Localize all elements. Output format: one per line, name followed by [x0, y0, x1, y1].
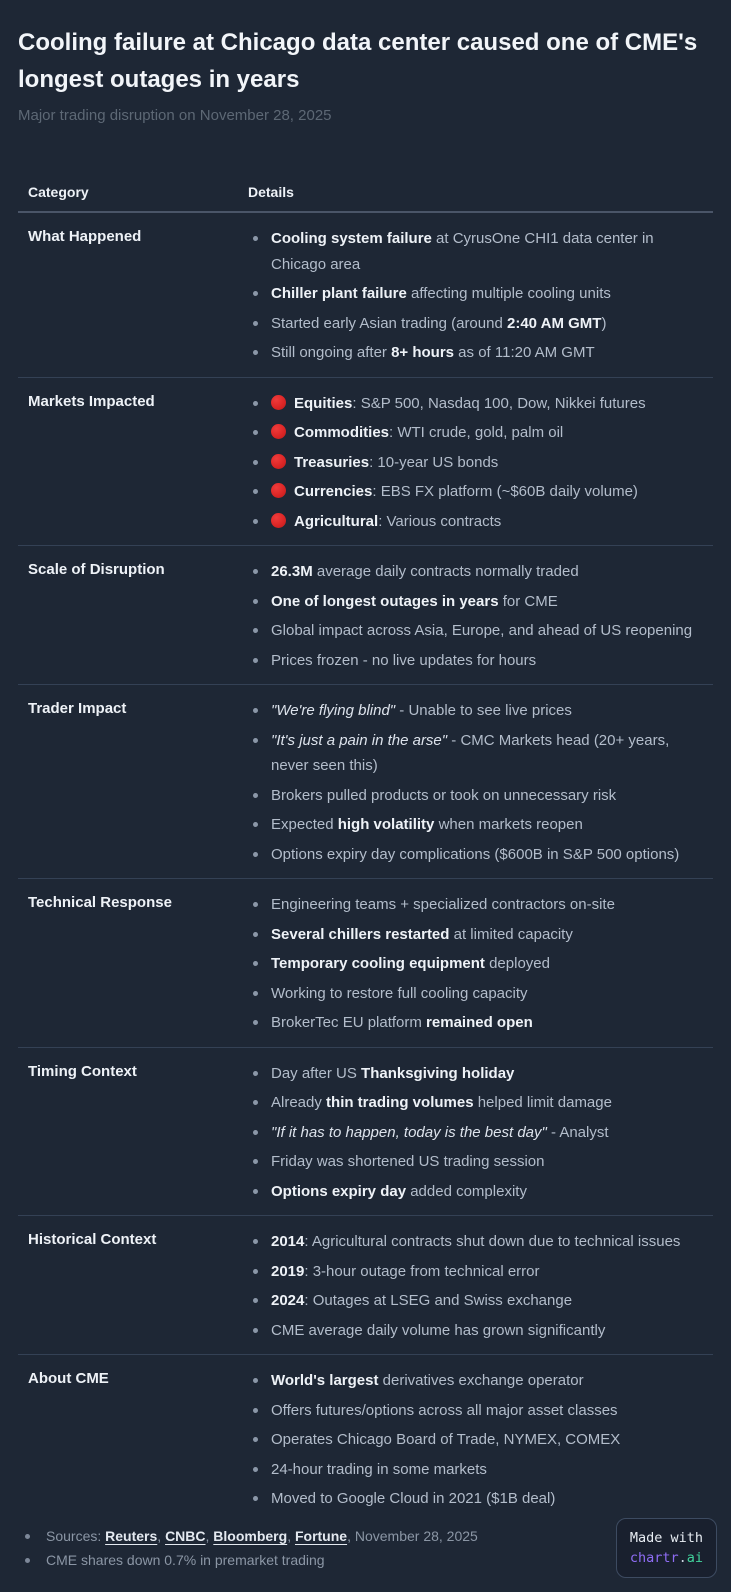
bullet-dot-icon — [253, 569, 258, 574]
bullet-dot-icon — [253, 401, 258, 406]
text-segment: derivatives exchange operator — [378, 1372, 584, 1389]
text-segment: affecting multiple cooling units — [406, 285, 611, 302]
text-segment: at CyrusOne CHI1 data center in Chicago area — [271, 230, 654, 273]
bullet-dot-icon — [253, 321, 258, 326]
text-segment: Day after US — [271, 1064, 362, 1082]
bullet-text — [271, 1486, 561, 1512]
text-segment: - Unable to see live prices — [395, 702, 572, 719]
bullet-dot-icon — [253, 430, 258, 435]
text-segment: Several chillers restarted — [271, 925, 450, 943]
text-segment: 2014 — [271, 1233, 305, 1250]
bullet-text — [271, 1149, 550, 1175]
bullet-dot-icon — [253, 961, 258, 966]
badge-brand-dot: . — [678, 1550, 687, 1566]
bullet-text — [271, 1090, 618, 1116]
bullet-text — [271, 698, 578, 724]
badge-made-with-label: Made with — [629, 1530, 703, 1546]
bullet-item — [248, 1179, 713, 1205]
table-row — [18, 879, 713, 1048]
bullet-text — [271, 1010, 539, 1036]
bullet-item — [248, 226, 713, 277]
bullet-text — [271, 1288, 578, 1314]
table-row — [18, 1355, 713, 1523]
bullet-item — [248, 589, 713, 615]
text-segment: : Various contracts — [378, 512, 502, 530]
bullet-item — [248, 479, 713, 505]
text-segment: Equities — [294, 394, 353, 412]
text-segment: World's largest — [271, 1372, 379, 1389]
bullet-text — [271, 450, 504, 476]
text-segment: for CME — [498, 592, 558, 610]
bullet-item — [248, 981, 713, 1007]
text-segment: , — [157, 1528, 166, 1544]
bullet-text — [271, 892, 621, 918]
text-segment: Already — [271, 1094, 327, 1111]
text-segment: Sources: — [46, 1528, 106, 1544]
bullet-text — [271, 922, 579, 948]
bullet-item — [248, 450, 713, 476]
column-header-category: Category — [28, 184, 89, 200]
bullet-text — [271, 311, 612, 337]
bullet-text — [271, 1318, 611, 1344]
bullet-item — [248, 1457, 713, 1483]
bullet-dot-icon — [253, 1100, 258, 1105]
bullet-dot-icon — [253, 708, 258, 713]
bullet-dot-icon — [253, 1269, 258, 1274]
text-segment: Prices frozen - no live updates for hours — [271, 651, 537, 669]
row-category-label: Markets Impacted — [28, 392, 155, 410]
bullet-dot-icon — [253, 628, 258, 633]
source-link[interactable]: Bloomberg — [213, 1528, 288, 1544]
row-category-label: Timing Context — [28, 1062, 137, 1080]
bullet-list — [248, 559, 713, 677]
bullet-dot-icon — [253, 1496, 258, 1501]
bullet-item — [248, 783, 713, 809]
bullet-text — [271, 1229, 686, 1255]
text-segment: Engineering teams + specialized contractors on-site — [271, 896, 615, 913]
text-segment: Options expiry day — [271, 1182, 407, 1200]
bullet-item — [248, 892, 713, 918]
bullet-item — [248, 1398, 713, 1424]
table-row — [18, 685, 713, 879]
text-segment: Friday was shortened US trading session — [271, 1153, 545, 1170]
bullet-item — [248, 1090, 713, 1116]
bullet-text — [271, 1120, 615, 1146]
bullet-dot-icon — [253, 793, 258, 798]
row-category-label: About CME — [28, 1370, 109, 1387]
bullet-item — [248, 311, 713, 337]
table-row — [18, 1216, 713, 1355]
text-segment: Expected — [271, 816, 338, 833]
text-segment: Moved to Google Cloud in 2021 ($1B deal) — [271, 1490, 556, 1507]
text-segment: Agricultural — [294, 512, 379, 530]
text-segment: remained open — [426, 1014, 533, 1031]
bullet-item — [248, 1229, 713, 1255]
badge-brand-tld: ai — [686, 1550, 703, 1566]
bullet-item — [248, 1259, 713, 1285]
bullet-text — [271, 618, 698, 644]
table-row — [18, 378, 713, 547]
bullet-text — [271, 281, 617, 307]
text-segment: added complexity — [406, 1182, 527, 1200]
text-segment: thin trading volumes — [326, 1094, 474, 1111]
bullet-item — [248, 922, 713, 948]
bullet-dot-icon — [253, 291, 258, 296]
bullet-list — [248, 1061, 713, 1209]
text-segment: , — [287, 1528, 295, 1544]
red-circle-icon — [271, 395, 286, 410]
table-row — [18, 1048, 713, 1217]
bullet-text — [271, 559, 585, 585]
bullet-dot-icon — [253, 1020, 258, 1025]
bullet-text — [271, 509, 507, 535]
sources-line — [18, 1526, 478, 1547]
red-circle-icon — [271, 424, 286, 439]
bullet-dot-icon — [253, 932, 258, 937]
bullet-text — [271, 728, 713, 779]
table-header-row — [18, 184, 713, 213]
bullet-text — [271, 340, 601, 366]
bullet-text — [271, 1179, 533, 1205]
text-segment: 2019 — [271, 1262, 305, 1280]
text-segment: 8+ hours — [391, 344, 455, 361]
bullet-dot-icon — [253, 658, 258, 663]
bullet-item — [248, 648, 713, 674]
row-category-label: Trader Impact — [28, 700, 127, 717]
bullet-text — [271, 1457, 493, 1483]
bullet-item — [248, 618, 713, 644]
red-circle-icon — [271, 483, 286, 498]
bullet-item — [248, 812, 713, 838]
bullet-dot-icon — [253, 489, 258, 494]
bullet-dot-icon — [253, 1159, 258, 1164]
badge-brand-name: chartr — [629, 1550, 679, 1566]
text-segment: Currencies — [294, 483, 373, 500]
table-row — [18, 546, 713, 685]
bullet-text — [271, 981, 534, 1007]
text-segment: deployed — [484, 955, 550, 972]
bullet-text — [271, 391, 652, 417]
text-segment: Working to restore full cooling capacity — [271, 984, 528, 1002]
bullet-text — [271, 479, 644, 505]
column-header-details: Details — [248, 184, 294, 200]
bullet-list — [248, 892, 713, 1040]
bullet-list — [248, 1368, 713, 1516]
bullet-dot-icon — [25, 1558, 30, 1563]
bullet-text — [271, 1368, 590, 1394]
bullet-dot-icon — [253, 822, 258, 827]
bullet-dot-icon — [253, 1071, 258, 1076]
text-segment: Brokers pulled products or took on unnecessary risk — [271, 786, 617, 804]
bullet-item — [248, 1149, 713, 1175]
text-segment: Chiller plant failure — [271, 285, 407, 302]
source-link[interactable]: Fortune — [294, 1528, 348, 1544]
bullet-text — [271, 1427, 626, 1453]
bullet-item — [248, 420, 713, 446]
bullet-list — [248, 226, 713, 370]
bullet-dot-icon — [253, 1408, 258, 1413]
red-circle-icon — [271, 513, 286, 528]
bullet-item — [248, 698, 713, 724]
text-segment: , November 28, 2025 — [347, 1528, 478, 1544]
text-segment: "We're flying blind" — [271, 702, 396, 719]
bullet-dot-icon — [253, 1467, 258, 1472]
bullet-text — [271, 589, 564, 615]
text-segment: One of longest outages in years — [271, 592, 499, 610]
bullet-dot-icon — [253, 1437, 258, 1442]
bullet-item — [248, 281, 713, 307]
bullet-dot-icon — [253, 1328, 258, 1333]
text-segment: average daily contracts normally traded — [312, 563, 579, 580]
text-segment: : EBS FX platform (~$60B daily volume) — [372, 483, 638, 500]
details-table — [18, 184, 713, 1523]
bullet-dot-icon — [253, 1239, 258, 1244]
text-segment: 2:40 AM GMT — [506, 314, 602, 332]
bullet-dot-icon — [253, 519, 258, 524]
text-segment: , — [205, 1528, 214, 1544]
bullet-text — [271, 226, 713, 277]
text-segment: at limited capacity — [449, 925, 573, 943]
bullet-text — [271, 1259, 546, 1285]
bullet-item — [248, 559, 713, 585]
bullet-item — [248, 1318, 713, 1344]
text-segment: Commodities — [294, 424, 390, 441]
bullet-text — [271, 420, 569, 446]
row-category-label: Scale of Disruption — [28, 561, 165, 578]
bullet-item — [248, 340, 713, 366]
bullet-text — [271, 842, 685, 868]
text-segment: Global impact across Asia, Europe, and ahead of US reopening — [271, 622, 693, 639]
bullet-dot-icon — [253, 350, 258, 355]
bullet-item — [248, 1120, 713, 1146]
source-link[interactable]: CNBC — [165, 1528, 206, 1544]
text-segment: "If it has to happen, today is the best day" — [271, 1123, 547, 1141]
page-title: Cooling failure at Chicago data center caused one of CME's longest outages in years — [18, 29, 698, 93]
row-category-label: Historical Context — [28, 1231, 157, 1248]
bullet-dot-icon — [253, 236, 258, 241]
bullet-item — [248, 1427, 713, 1453]
bullet-text — [271, 1398, 624, 1424]
row-category-label: What Happened — [28, 228, 142, 245]
bullet-dot-icon — [253, 738, 258, 743]
sources-text — [46, 1526, 478, 1547]
bullet-list — [248, 698, 713, 871]
bullet-text — [271, 648, 542, 674]
bullet-item — [248, 1368, 713, 1394]
bullet-text — [271, 783, 622, 809]
bullet-text — [271, 951, 556, 977]
bullet-dot-icon — [253, 1378, 258, 1383]
text-segment: as of 11:20 AM GMT — [454, 344, 595, 361]
bullet-dot-icon — [253, 1298, 258, 1303]
bullet-list — [248, 1229, 713, 1347]
bullet-dot-icon — [253, 599, 258, 604]
footer — [0, 1518, 731, 1578]
bullet-dot-icon — [253, 460, 258, 465]
text-segment: : Outages at LSEG and Swiss exchange — [304, 1292, 573, 1309]
bullet-text — [271, 1061, 520, 1087]
footnote-text: CME shares down 0.7% in premarket trading — [46, 1552, 325, 1568]
bullet-item — [248, 728, 713, 779]
bullet-dot-icon — [253, 902, 258, 907]
source-link[interactable]: Reuters — [105, 1528, 158, 1544]
bullet-item — [248, 1486, 713, 1512]
text-segment: Operates Chicago Board of Trade, NYMEX, COMEX — [271, 1431, 621, 1448]
text-segment: 2024 — [271, 1292, 305, 1309]
text-segment: CME average daily volume has grown significantly — [271, 1321, 606, 1339]
text-segment: : Agricultural contracts shut down due to technical issues — [304, 1233, 681, 1250]
text-segment: : S&P 500, Nasdaq 100, Dow, Nikkei futures — [352, 394, 646, 412]
bullet-item — [248, 951, 713, 977]
bullet-item — [248, 509, 713, 535]
bullet-item — [248, 1288, 713, 1314]
text-segment: 26.3M — [271, 563, 313, 580]
row-category-label: Technical Response — [28, 894, 172, 911]
table-body — [18, 213, 713, 1523]
text-segment: 24-hour trading in some markets — [271, 1460, 487, 1478]
made-with-chartr-badge[interactable] — [616, 1518, 717, 1578]
text-segment: Temporary cooling equipment — [271, 955, 485, 972]
text-segment: - Analyst — [546, 1123, 609, 1141]
bullet-dot-icon — [253, 1189, 258, 1194]
text-segment: : 10-year US bonds — [369, 453, 499, 471]
bullet-dot-icon — [25, 1534, 30, 1539]
text-segment: high volatility — [337, 816, 435, 833]
text-segment: Offers futures/options across all major asset classes — [271, 1401, 618, 1419]
text-segment: ) — [601, 314, 607, 332]
text-segment: helped limit damage — [473, 1094, 612, 1111]
text-segment: Cooling system failure — [271, 230, 432, 247]
bullet-item — [248, 1061, 713, 1087]
text-segment: Thanksgiving holiday — [361, 1064, 515, 1082]
text-segment: - CMC Markets head (20+ years, never seen this) — [271, 731, 670, 774]
page — [0, 24, 731, 1523]
text-segment: Options expiry day complications ($600B in S&P 500 options) — [271, 845, 680, 863]
footer-notes — [18, 1526, 478, 1578]
bullet-item — [248, 391, 713, 417]
text-segment: when markets reopen — [434, 816, 583, 833]
red-circle-icon — [271, 454, 286, 469]
table-row — [18, 213, 713, 378]
text-segment: "It's just a pain in the arse" — [271, 731, 448, 749]
page-subtitle: Major trading disruption on November 28, 2025 — [18, 107, 332, 124]
bullet-dot-icon — [253, 991, 258, 996]
bullet-list — [248, 391, 713, 539]
bullet-item — [248, 1010, 713, 1036]
text-segment: : 3-hour outage from technical error — [304, 1262, 540, 1280]
badge-brand-label — [630, 1548, 703, 1568]
text-segment: Still ongoing after — [271, 344, 392, 361]
bullet-item — [248, 842, 713, 868]
bullet-dot-icon — [253, 1130, 258, 1135]
text-segment: BrokerTec EU platform — [271, 1014, 427, 1031]
text-segment: Started early Asian trading (around — [271, 314, 507, 332]
bullet-dot-icon — [253, 852, 258, 857]
bullet-text — [271, 812, 589, 838]
text-segment: : WTI crude, gold, palm oil — [389, 424, 564, 441]
text-segment: Treasuries — [294, 453, 370, 471]
